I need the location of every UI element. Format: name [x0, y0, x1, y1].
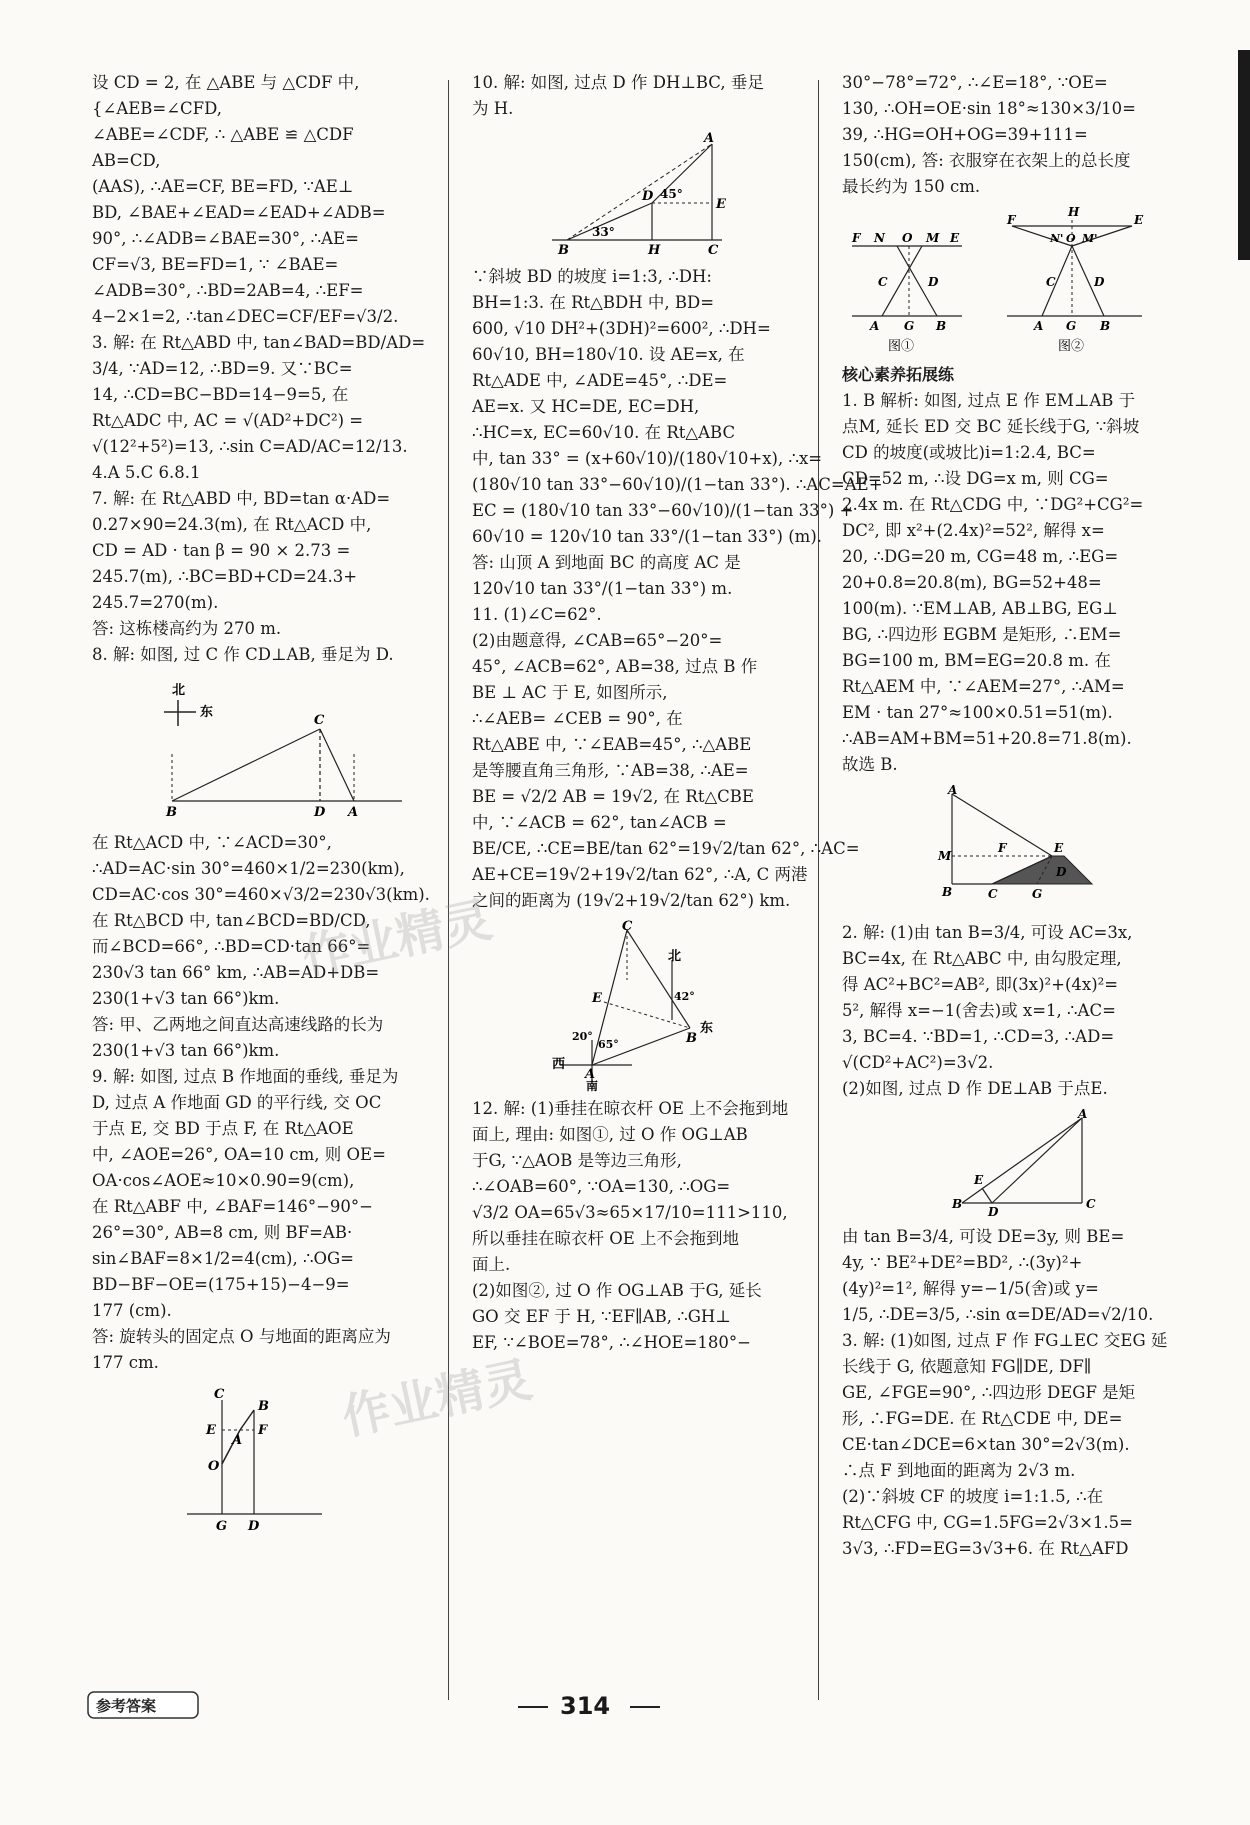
text-line: Rt△ADE 中, ∠ADE=45°, ∴DE=: [472, 371, 728, 390]
text-line: CD 的坡度(或坡比)i=1:2.4, BC=: [842, 443, 1096, 462]
text-line: 最长约为 150 cm.: [842, 177, 981, 196]
svg-text:E: E: [206, 1423, 216, 1438]
figure-label: 图①: [888, 339, 915, 354]
text-line: BE = √2/2 AB = 19√2, 在 Rt△CBE: [472, 787, 754, 806]
text-line: Rt△CFG 中, CG=1.5FG=2√3×1.5=: [842, 1513, 1133, 1532]
figure-q8: [92, 674, 422, 824]
text-line: 26°=30°, AB=8 cm, 则 BF=AB·: [92, 1223, 353, 1242]
footer-logo: [88, 1690, 208, 1720]
text-line: 45°, ∠ACB=62°, AB=38, 过点 B 作: [472, 657, 758, 676]
text-line: 在 Rt△ACD 中, ∵∠ACD=30°,: [92, 833, 332, 852]
svg-text:N': N': [1050, 232, 1064, 245]
svg-text:G: G: [1066, 319, 1077, 333]
svg-text:C: C: [708, 243, 719, 258]
svg-text:H: H: [648, 243, 661, 258]
svg-text:M: M: [938, 849, 952, 863]
text-line: 130, ∴OH=OE·sin 18°≈130×3/10=: [842, 99, 1136, 118]
text-line: 3/4, ∵AD=12, ∴BD=9. 又∵BC=: [92, 359, 353, 378]
watermark: 作业精灵: [297, 891, 497, 987]
text-line: 10. 解: 如图, 过点 D 作 DH⊥BC, 垂足: [472, 73, 764, 92]
text-line: GE, ∠FGE=90°, ∴四边形 DEGF 是矩: [842, 1383, 1136, 1402]
text-line: ∴AB=AM+BM=51+20.8=71.8(m).: [842, 729, 1132, 748]
svg-text:E: E: [592, 991, 602, 1006]
svg-text:E: E: [950, 231, 960, 245]
text-block: [92, 70, 426, 668]
text-line: CF=√3, BE=FD=1, ∵ ∠BAE=: [92, 255, 339, 274]
text-line: 60√10, BH=180√10. 设 AE=x, 在: [472, 345, 745, 364]
text-line: Rt△ADC 中, AC = √(AD²+DC²) =: [92, 411, 364, 430]
text-line: 230√3 tan 66° km, ∴AB=AD+DB=: [92, 963, 380, 982]
text-line: 在 Rt△ABF 中, ∠BAF=146°−90°−: [92, 1197, 373, 1216]
text-block: [842, 1224, 1172, 1562]
text-line: (AAS), ∴AE=CF, BE=FD, ∵AE⊥: [92, 177, 354, 196]
text-line: 中, ∠AOE=26°, OA=10 cm, 则 OE=: [92, 1145, 386, 1164]
figure-ext1: [842, 784, 1172, 914]
figure-q11: [472, 919, 802, 1093]
text-line: Rt△AEM 中, ∵∠AEM=27°, ∴AM=: [842, 677, 1125, 696]
figure-q10: [472, 128, 802, 258]
svg-text:A: A: [348, 805, 359, 820]
text-line: 是等腰直角三角形, ∵AB=38, ∴AE=: [472, 761, 749, 780]
text-line: 面上, 理由: 如图①, 过 O 作 OG⊥AB: [472, 1125, 748, 1144]
text-line: 9. 解: 如图, 过点 B 作地面的垂线, 垂足为: [92, 1067, 399, 1086]
text-line: 由 tan B=3/4, 可设 DE=3y, 则 BE=: [842, 1227, 1125, 1246]
text-line: √3/2 OA=65√3≈65×17/10=111>110,: [472, 1203, 788, 1222]
text-line: 39, ∴HG=OH+OG=39+111=: [842, 125, 1088, 144]
text-line: 答: 这栋楼高约为 270 m.: [92, 619, 282, 638]
text-block: [472, 70, 802, 122]
text-line: 177 (cm).: [92, 1301, 172, 1320]
watermark: 作业精灵: [337, 1351, 537, 1447]
text-line: 点M, 延长 ED 交 BC 延长线于G, ∵斜坡: [842, 417, 1140, 436]
svg-text:D: D: [928, 275, 939, 289]
text-line: 中, ∵∠ACB = 62°, tan∠ACB =: [472, 813, 727, 832]
text-line: 14, ∴CD=BC−BD=14−9=5, 在: [92, 385, 349, 404]
text-line: 100(m). ∵EM⊥AB, AB⊥BG, EG⊥: [842, 599, 1118, 618]
svg-text:E: E: [974, 1173, 984, 1187]
text-block: [472, 1096, 802, 1356]
text-line: 3√3, ∴FD=EG=3√3+6. 在 Rt△AFD: [842, 1539, 1129, 1558]
text-line: √(12²+5²)=13, ∴sin C=AD/AC=12/13.: [92, 437, 408, 456]
svg-text:F: F: [1007, 213, 1016, 227]
text-line: ∵斜坡 BD 的坡度 i=1:3, ∴DH:: [472, 267, 712, 286]
svg-text:45°: 45°: [660, 187, 683, 201]
svg-text:A: A: [704, 131, 715, 146]
text-line: 245.7=270(m).: [92, 593, 219, 612]
text-line: 177 cm.: [92, 1353, 159, 1372]
page-number-dash: [518, 1706, 548, 1708]
svg-text:G: G: [216, 1519, 228, 1534]
text-line: GO 交 EF 于 H, ∵EF∥AB, ∴GH⊥: [472, 1307, 731, 1326]
text-line: 长线于 G, 依题意知 FG∥DE, DF∥: [842, 1357, 1092, 1376]
text-line: ∴HC=x, EC=60√10. 在 Rt△ABC: [472, 423, 736, 442]
text-line: BC=4x, 在 Rt△ABC 中, 由勾股定理,: [842, 949, 1122, 968]
svg-text:D: D: [248, 1519, 260, 1534]
text-line: ∠ABE=∠CDF, ∴ △ABE ≌ △CDF: [92, 125, 354, 144]
text-line: 答: 旋转头的固定点 O 与地面的距离应为: [92, 1327, 391, 1346]
text-line: (180√10 tan 33°−60√10)/(1−tan 33°). ∴AC=AE+: [472, 475, 883, 494]
text-line: CD=AC·cos 30°=460×√3/2=230√3(km).: [92, 885, 430, 904]
svg-text:B: B: [952, 1197, 963, 1211]
text-line: 12. 解: (1)垂挂在晾衣杆 OE 上不会拖到地: [472, 1099, 789, 1118]
svg-text:C: C: [1086, 1197, 1096, 1211]
text-line: ∠ADB=30°, ∴BD=2AB=4, ∴EF=: [92, 281, 364, 300]
svg-text:B: B: [558, 243, 569, 258]
svg-text:E: E: [1054, 841, 1064, 855]
text-line: 90°, ∴∠ADB=∠BAE=30°, ∴AE=: [92, 229, 359, 248]
text-line: 245.7(m), ∴BC=BD+CD=24.3+: [92, 567, 358, 586]
text-line: BG=100 m, BM=EG=20.8 m. 在: [842, 651, 1111, 670]
text-line: 0.27×90=24.3(m), 在 Rt△ACD 中,: [92, 515, 372, 534]
text-line: BH=1:3. 在 Rt△BDH 中, BD=: [472, 293, 715, 312]
svg-text:C: C: [988, 887, 998, 901]
svg-text:D: D: [1094, 275, 1105, 289]
svg-text:C: C: [314, 713, 325, 728]
svg-text:G: G: [904, 319, 915, 333]
text-line: 中, tan 33° = (x+60√10)/(180√10+x), ∴x=: [472, 449, 823, 468]
svg-text:A: A: [870, 319, 880, 333]
text-line: 之间的距离为 (19√2+19√2/tan 62°) km.: [472, 891, 791, 910]
svg-text:D: D: [314, 805, 326, 820]
text-line: (4y)²=1², 解得 y=−1/5(舍)或 y=: [842, 1279, 1099, 1298]
svg-text:F: F: [852, 231, 861, 245]
svg-text:D: D: [1056, 865, 1067, 879]
text-line: 为 H.: [472, 99, 514, 118]
text-line: Rt△ABE 中, ∵∠EAB=45°, ∴△ABE: [472, 735, 752, 754]
svg-text:C: C: [878, 275, 888, 289]
svg-text:E: E: [1134, 213, 1144, 227]
column-3: [842, 70, 1172, 1562]
svg-text:D: D: [642, 189, 654, 204]
text-line: 120√10 tan 33°/(1−tan 33°) m.: [472, 579, 733, 598]
text-line: √(CD²+AC²)=3√2.: [842, 1053, 994, 1072]
svg-text:北: 北: [668, 949, 682, 964]
text-line: (2)由题意得, ∠CAB=65°−20°=: [472, 631, 723, 650]
text-line: 故选 B.: [842, 755, 898, 774]
text-line: 答: 甲、乙两地之间直达高速线路的长为: [92, 1015, 384, 1034]
text-line: 而∠BCD=66°, ∴BD=CD·tan 66°=: [92, 937, 371, 956]
svg-text:F: F: [258, 1423, 268, 1438]
text-line: 60√10 = 120√10 tan 33°/(1−tan 33°) (m).: [472, 527, 823, 546]
text-line: BE ⊥ AC 于 E, 如图所示,: [472, 683, 668, 702]
svg-text:南: 南: [586, 1079, 599, 1093]
text-line: 面上.: [472, 1255, 511, 1274]
text-line: 形, ∴FG=DE. 在 Rt△CDE 中, DE=: [842, 1409, 1123, 1428]
text-block: [842, 388, 1172, 778]
text-line: 设 CD = 2, 在 △ABE 与 △CDF 中,: [92, 73, 360, 92]
svg-text:西: 西: [552, 1057, 566, 1072]
svg-text:33°: 33°: [592, 225, 615, 239]
svg-text:参考答案: 参考答案: [96, 1697, 157, 1715]
svg-text:20°: 20°: [572, 1030, 593, 1043]
text-line: BE/CE, ∴CE=BE/tan 62°=19√2/tan 62°, ∴AC=: [472, 839, 860, 858]
text-line: 4−2×1=2, ∴tan∠DEC=CF/EF=√3/2.: [92, 307, 399, 326]
svg-text:C: C: [622, 919, 633, 934]
text-line: ∴∠AEB= ∠CEB = 90°, 在: [472, 709, 683, 728]
text-line: AE+CE=19√2+19√2/tan 62°, ∴A, C 两港: [472, 865, 808, 884]
text-line: 于点 E, 交 BD 于点 F, 在 Rt△AOE: [92, 1119, 354, 1138]
svg-text:C: C: [214, 1387, 225, 1402]
page-number: 314: [560, 1692, 611, 1720]
svg-text:M': M': [1082, 232, 1098, 245]
text-line: EF, ∵∠BOE=78°, ∴∠HOE=180°−: [472, 1333, 751, 1352]
svg-text:A: A: [948, 783, 958, 797]
text-line: 230(1+√3 tan 66°)km.: [92, 1041, 280, 1060]
figure-q12: [842, 206, 1172, 356]
text-line: (2)∵斜坡 CF 的坡度 i=1:1.5, ∴在: [842, 1487, 1104, 1506]
svg-text:B: B: [686, 1031, 697, 1046]
svg-text:B: B: [936, 319, 947, 333]
text-line: 20, ∴DG=20 m, CG=48 m, ∴EG=: [842, 547, 1119, 566]
svg-text:D: D: [988, 1205, 999, 1219]
text-line: 150(cm), 答: 衣服穿在衣架上的总长度: [842, 151, 1131, 170]
figure-label: 图②: [1058, 339, 1085, 354]
text-line: sin∠BAF=8×1/2=4(cm), ∴OG=: [92, 1249, 354, 1268]
text-line: 所以垂挂在晾衣杆 OE 上不会拖到地: [472, 1229, 740, 1248]
svg-text:G: G: [1032, 887, 1043, 901]
text-line: {∠AEB=∠CFD,: [92, 99, 223, 118]
text-line: BD−BF−OE=(175+15)−4−9=: [92, 1275, 350, 1294]
text-line: ∴∠OAB=60°, ∵OA=130, ∴OG=: [472, 1177, 731, 1196]
svg-text:E: E: [716, 197, 726, 212]
svg-text:A: A: [585, 1067, 596, 1082]
svg-text:北: 北: [172, 683, 186, 698]
svg-text:42°: 42°: [674, 990, 695, 1003]
text-line: 7. 解: 在 Rt△ABD 中, BD=tan α·AD=: [92, 489, 391, 508]
text-line: AE=x. 又 HC=DE, EC=DH,: [472, 397, 700, 416]
figure-ext2: [842, 1108, 1172, 1218]
svg-text:B: B: [258, 1399, 269, 1414]
text-line: 8. 解: 如图, 过 C 作 CD⊥AB, 垂足为 D.: [92, 645, 394, 664]
svg-text:东: 东: [700, 1021, 714, 1036]
text-line: 2.4x m. 在 Rt△CDG 中, ∵DG²+CG²=: [842, 495, 1144, 514]
text-line: 20+0.8=20.8(m), BG=52+48=: [842, 573, 1102, 592]
text-line: 600, √10 DH²+(3DH)²=600², ∴DH=: [472, 319, 771, 338]
text-line: ∴AD=AC·sin 30°=460×1/2=230(km),: [92, 859, 405, 878]
svg-text:F: F: [998, 841, 1007, 855]
text-line: BG, ∴四边形 EGBM 是矩形, ∴EM=: [842, 625, 1122, 644]
text-line: OA·cos∠AOE≈10×0.90=9(cm),: [92, 1171, 355, 1190]
svg-text:M: M: [926, 231, 940, 245]
svg-text:东: 东: [200, 705, 214, 720]
svg-text:C: C: [1046, 275, 1056, 289]
text-line: 得 AC²+BC²=AB², 即(3x)²+(4x)²=: [842, 975, 1119, 994]
text-line: (2)如图②, 过 O 作 OG⊥AB 于G, 延长: [472, 1281, 762, 1300]
text-line: 3. 解: 在 Rt△ABD 中, tan∠BAD=BD/AD=: [92, 333, 426, 352]
text-line: (2)如图, 过点 D 作 DE⊥AB 于点E.: [842, 1079, 1108, 1098]
text-line: DC², 即 x²+(2.4x)²=52², 解得 x=: [842, 521, 1105, 540]
text-line: CD = AD · tan β = 90 × 2.73 =: [92, 541, 351, 560]
text-line: 11. (1)∠C=62°.: [472, 605, 602, 624]
section-title: 核心素养拓展练: [842, 365, 955, 384]
text-line: 1. B 解析: 如图, 过点 E 作 EM⊥AB 于: [842, 391, 1136, 410]
text-line: 答: 山顶 A 到地面 BC 的高度 AC 是: [472, 553, 741, 572]
svg-text:A: A: [1078, 1107, 1088, 1121]
svg-text:A: A: [232, 1433, 243, 1448]
svg-text:B: B: [942, 885, 953, 899]
text-line: 1/5, ∴DE=3/5, ∴sin α=DE/AD=√2/10.: [842, 1305, 1154, 1324]
text-line: 2. 解: (1)由 tan B=3/4, 可设 AC=3x,: [842, 923, 1133, 942]
text-line: BD, ∠BAE+∠EAD=∠EAD+∠ADB=: [92, 203, 386, 222]
text-line: ∴点 F 到地面的距离为 2√3 m.: [842, 1461, 1076, 1480]
text-block: [842, 920, 1172, 1102]
text-line: EM · tan 27°≈100×0.51=51(m).: [842, 703, 1113, 722]
text-line: EC = (180√10 tan 33°−60√10)/(1−tan 33°) +: [472, 501, 854, 520]
column-divider: [818, 80, 819, 1700]
text-line: 在 Rt△BCD 中, tan∠BCD=BD/CD,: [92, 911, 371, 930]
svg-text:B: B: [166, 805, 177, 820]
text-line: 3. 解: (1)如图, 过点 F 作 FG⊥EC 交EG 延: [842, 1331, 1168, 1350]
text-line: 于G, ∵△AOB 是等边三角形,: [472, 1151, 682, 1170]
svg-text:O: O: [1066, 232, 1076, 245]
text-line: CD=52 m, ∴设 DG=x m, 则 CG=: [842, 469, 1109, 488]
edge-tab: [1238, 50, 1250, 260]
svg-text:O: O: [902, 231, 913, 245]
svg-text:B: B: [1100, 319, 1111, 333]
page-number-dash: [630, 1706, 660, 1708]
text-line: 4.A 5.C 6.8.1: [92, 463, 201, 482]
text-line: 4y, ∵ BE²+DE²=BD², ∴(3y)²+: [842, 1253, 1083, 1272]
text-line: 30°−78°=72°, ∴∠E=18°, ∵OE=: [842, 73, 1108, 92]
text-line: 3, BC=4. ∵BD=1, ∴CD=3, ∴AD=: [842, 1027, 1115, 1046]
text-line: 5², 解得 x=−1(舍去)或 x=1, ∴AC=: [842, 1001, 1116, 1020]
svg-text:A: A: [1034, 319, 1044, 333]
svg-text:N: N: [874, 231, 885, 245]
svg-text:O: O: [208, 1459, 220, 1474]
text-block: [842, 70, 1172, 200]
column-1: [92, 70, 430, 1538]
text-line: D, 过点 A 作地面 GD 的平行线, 交 OC: [92, 1093, 382, 1112]
text-line: CE·tan∠DCE=6×tan 30°=2√3(m).: [842, 1435, 1130, 1454]
text-line: AB=CD,: [92, 151, 161, 170]
text-line: 230(1+√3 tan 66°)km.: [92, 989, 280, 1008]
svg-text:H: H: [1068, 205, 1080, 219]
svg-text:65°: 65°: [598, 1038, 619, 1051]
